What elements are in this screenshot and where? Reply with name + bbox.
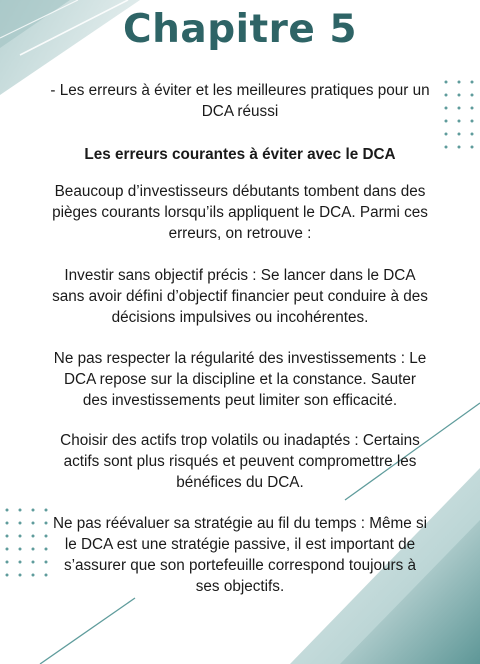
intro-paragraph: Beaucoup d’investisseurs débutants tombent dans des pièges courants lorsqu’ils appliquent le DCA. Parmi ces erreurs, on retrouve :	[52, 183, 428, 242]
section-heading: Les erreurs courantes à éviter avec le DCA	[84, 146, 396, 163]
mistake-paragraph-1: Investir sans objectif précis : Se lancer dans le DCA sans avoir défini d’objectif financier peut conduire à des décisions impulsives ou incohérentes.	[52, 267, 428, 326]
chapter-subtitle: - Les erreurs à éviter et les meilleures pratiques pour un DCA réussi	[50, 82, 430, 120]
mistake-paragraph-4: Ne pas réévaluer sa stratégie au fil du temps : Même si le DCA est une stratégie passive, il est important de s’assurer que son portefeuille correspond toujours à ses objectifs.	[52, 515, 428, 595]
chapter-title: Chapitre 5	[122, 7, 358, 52]
mistake-paragraph-3: Choisir des actifs trop volatils ou inadaptés : Certains actifs sont plus risqués et peuvent compromettre les bénéfices du DCA.	[60, 432, 420, 491]
mistake-paragraph-2: Ne pas respecter la régularité des investissements : Le DCA repose sur la discipline et la constance. Sauter des investissements peut limiter son efficacité.	[53, 350, 427, 409]
